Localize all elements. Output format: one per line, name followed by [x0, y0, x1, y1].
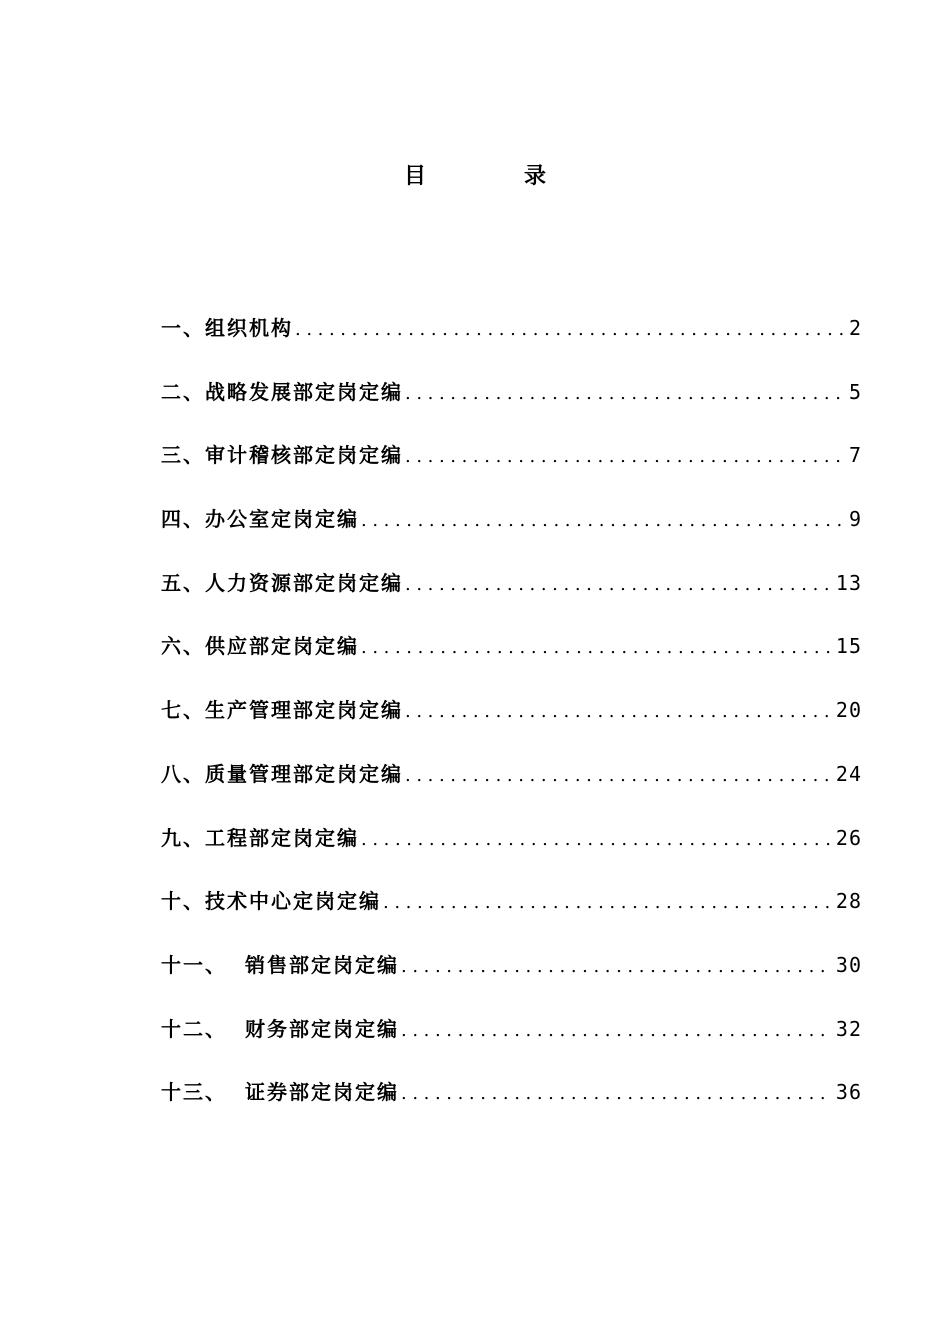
toc-dot-leader [405, 439, 845, 475]
toc-dot-leader [405, 376, 845, 412]
toc-entry-text: 战略发展部定岗定编 [205, 379, 403, 404]
toc-entry[interactable] [161, 628, 862, 692]
toc-entry-number: 二、 [161, 379, 205, 404]
toc-entry[interactable] [161, 947, 862, 1011]
toc-entry-page: 28 [835, 889, 862, 914]
toc-dot-leader [361, 822, 832, 858]
toc-entry-text: 质量管理部定岗定编 [205, 761, 403, 786]
toc-entry-number: 十一、 [161, 952, 227, 977]
toc-entry-text: 供应部定岗定编 [205, 634, 359, 659]
toc-entry-text: 组织机构 [205, 316, 293, 340]
toc-entry-number: 四、 [161, 507, 205, 532]
toc-entry-number: 七、 [161, 698, 205, 723]
toc-entry[interactable] [161, 501, 862, 565]
toc-entry-page: 32 [835, 1016, 862, 1041]
toc-entry-page: 2 [848, 316, 862, 340]
toc-entry-number: 三、 [161, 443, 205, 468]
toc-entry[interactable] [161, 374, 862, 438]
toc-entry-text: 办公室定岗定编 [205, 507, 359, 532]
toc-dot-leader [383, 885, 832, 921]
toc-entry-number: 十三、 [161, 1080, 227, 1105]
toc-entry-page: 24 [835, 761, 862, 786]
toc-dot-leader [401, 1013, 832, 1049]
toc-entry-text: 证券部定岗定编 [245, 1080, 399, 1105]
toc-entry-page: 5 [848, 379, 862, 404]
toc-dot-leader [361, 503, 845, 539]
toc-dot-leader [405, 694, 832, 730]
toc-entry[interactable] [161, 310, 862, 374]
toc-title: 目 录 [403, 163, 584, 189]
toc-dot-leader [361, 630, 832, 666]
toc-dot-leader [405, 567, 832, 603]
toc-entry[interactable] [161, 692, 862, 756]
toc-entry-number: 十二、 [161, 1016, 227, 1041]
toc-entry-number: 八、 [161, 761, 205, 786]
toc-entry-page: 15 [835, 634, 862, 659]
toc-entry-number: 六、 [161, 634, 205, 659]
toc-entry-text: 财务部定岗定编 [245, 1016, 399, 1041]
toc-entry-text: 生产管理部定岗定编 [205, 698, 403, 723]
toc-entry-page: 26 [835, 825, 862, 850]
toc-entry-page: 20 [835, 698, 862, 723]
toc-entry[interactable] [161, 1011, 862, 1075]
toc-entry-text: 销售部定岗定编 [245, 952, 399, 977]
toc-entry[interactable] [161, 820, 862, 884]
toc-dot-leader [295, 312, 845, 348]
toc-dot-leader [405, 758, 832, 794]
toc-entry-text: 审计稽核部定岗定编 [205, 443, 403, 468]
toc-entry-number: 十、 [161, 889, 205, 914]
toc-entry-number: 五、 [161, 570, 205, 595]
toc-list [161, 310, 862, 1138]
toc-entry-page: 30 [835, 952, 862, 977]
toc-entry-page: 9 [848, 507, 862, 532]
toc-entry[interactable] [161, 1074, 862, 1138]
toc-entry-page: 13 [835, 570, 862, 595]
toc-entry-page: 7 [848, 443, 862, 468]
toc-dot-leader [401, 949, 832, 985]
toc-entry-number: 一、 [161, 316, 205, 340]
toc-entry-page: 36 [835, 1080, 862, 1105]
toc-dot-leader [401, 1076, 832, 1112]
toc-entry-text: 技术中心定岗定编 [205, 889, 381, 914]
toc-entry[interactable] [161, 756, 862, 820]
toc-entry[interactable] [161, 883, 862, 947]
toc-entry[interactable] [161, 437, 862, 501]
toc-entry-number: 九、 [161, 825, 205, 850]
toc-entry-text: 人力资源部定岗定编 [205, 570, 403, 595]
toc-entry[interactable] [161, 565, 862, 629]
toc-entry-text: 工程部定岗定编 [205, 825, 359, 850]
